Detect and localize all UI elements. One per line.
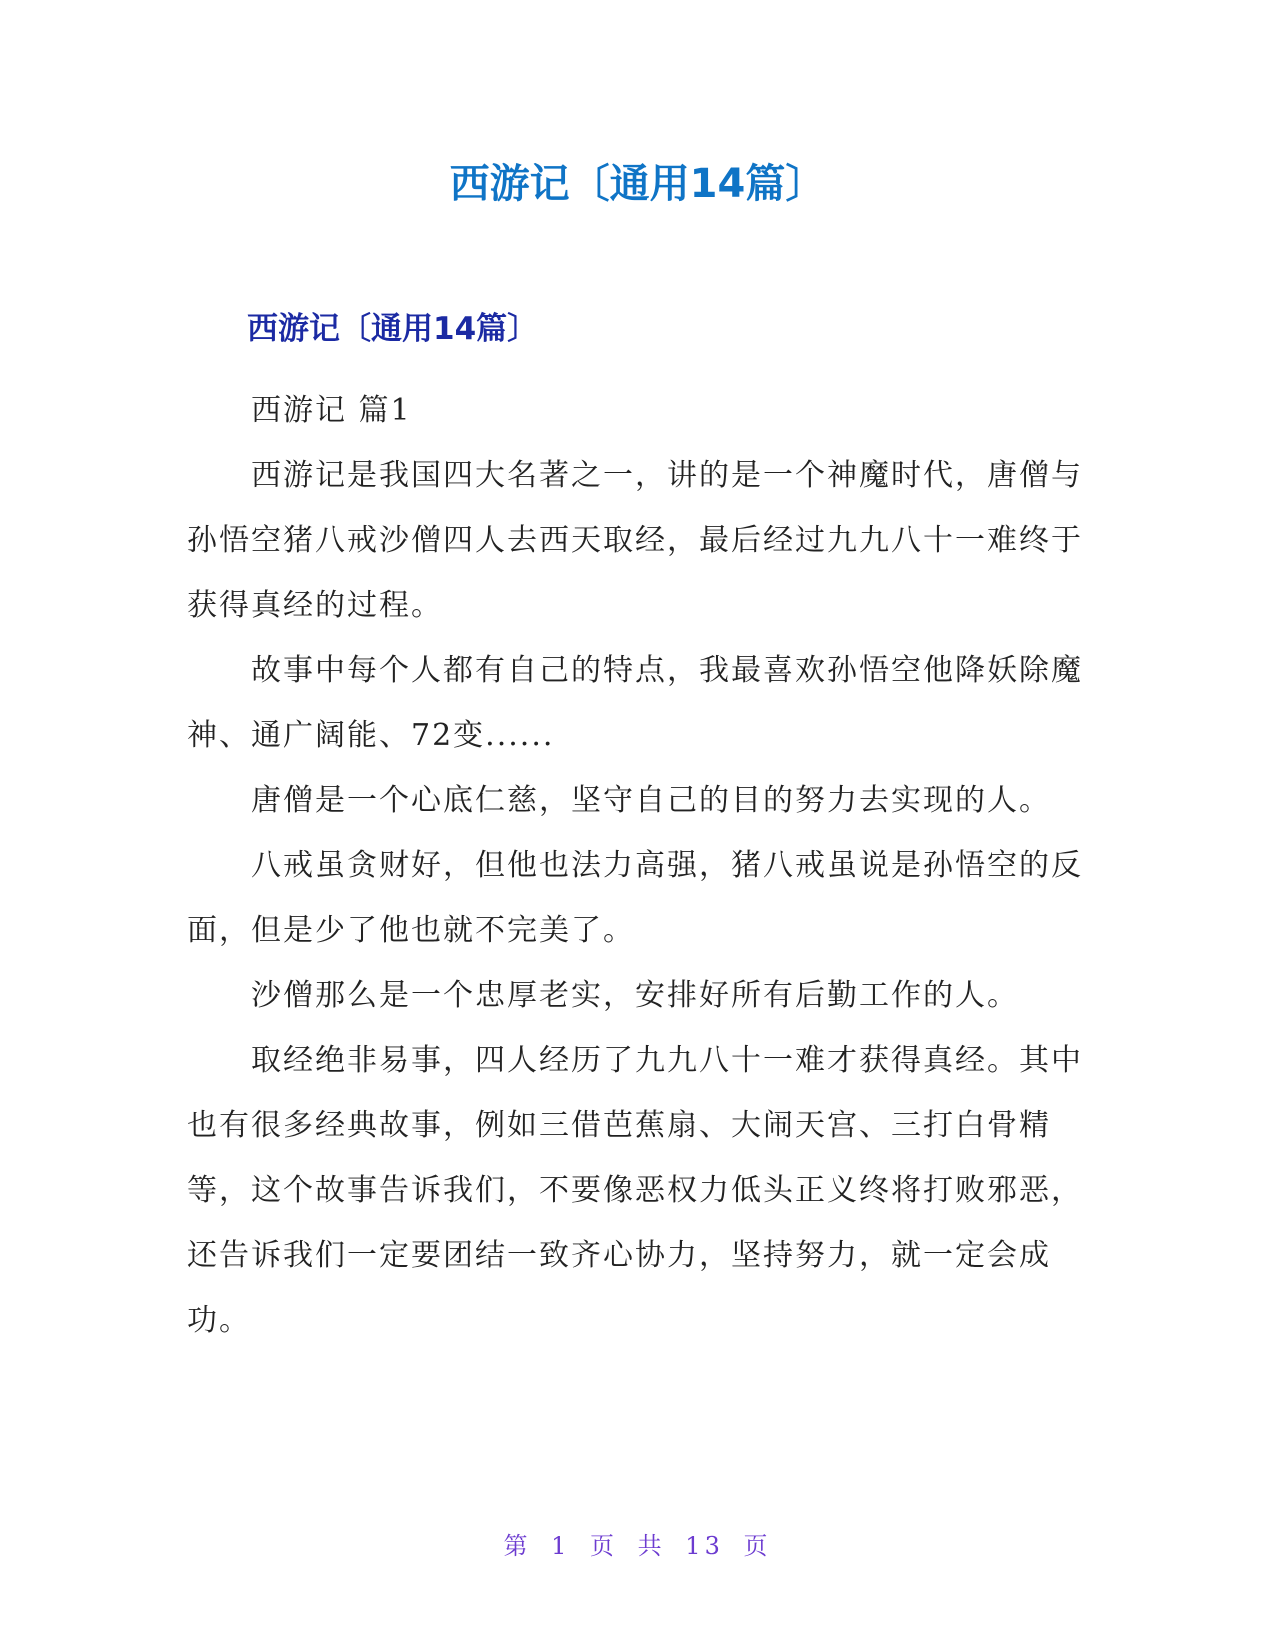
document-title: 西游记〔通用14篇〕 — [449, 161, 826, 207]
document-body — [187, 378, 1092, 1353]
page-number-footer: 第 1 页 共 13 页 — [503, 1532, 772, 1560]
paragraph-5: 八戒虽贪财好，但他也法力高强，猪八戒虽说是孙悟空的反面，但是少了他也就不完美了。 — [187, 848, 1083, 948]
paragraph-7: 取经绝非易事，四人经历了九九八十一难才获得真经。其中也有很多经典故事，例如三借芭蕉扇、大闹天宫、三打白骨精等，这个故事告诉我们，不要像恶权力低头正义终将打败邪恶，还告诉我们一定要团结一致齐心协力，坚持努力，就一定会成功。 — [187, 1043, 1083, 1338]
paragraph-4: 唐僧是一个心底仁慈，坚守自己的目的努力去实现的人。 — [251, 783, 1051, 818]
paragraph-6: 沙僧那么是一个忠厚老实，安排好所有后勤工作的人。 — [251, 978, 1019, 1013]
paragraph-2: 西游记是我国四大名著之一，讲的是一个神魔时代，唐僧与孙悟空猪八戒沙僧四人去西天取经，最后经过九九八十一难终于获得真经的过程。 — [187, 458, 1083, 623]
paragraph-1: 西游记 篇1 — [251, 393, 412, 428]
paragraph-3: 故事中每个人都有自己的特点，我最喜欢孙悟空他降妖除魔神、通广阔能、72变...... — [187, 653, 1083, 753]
section-heading: 西游记〔通用14篇〕 — [247, 311, 539, 347]
